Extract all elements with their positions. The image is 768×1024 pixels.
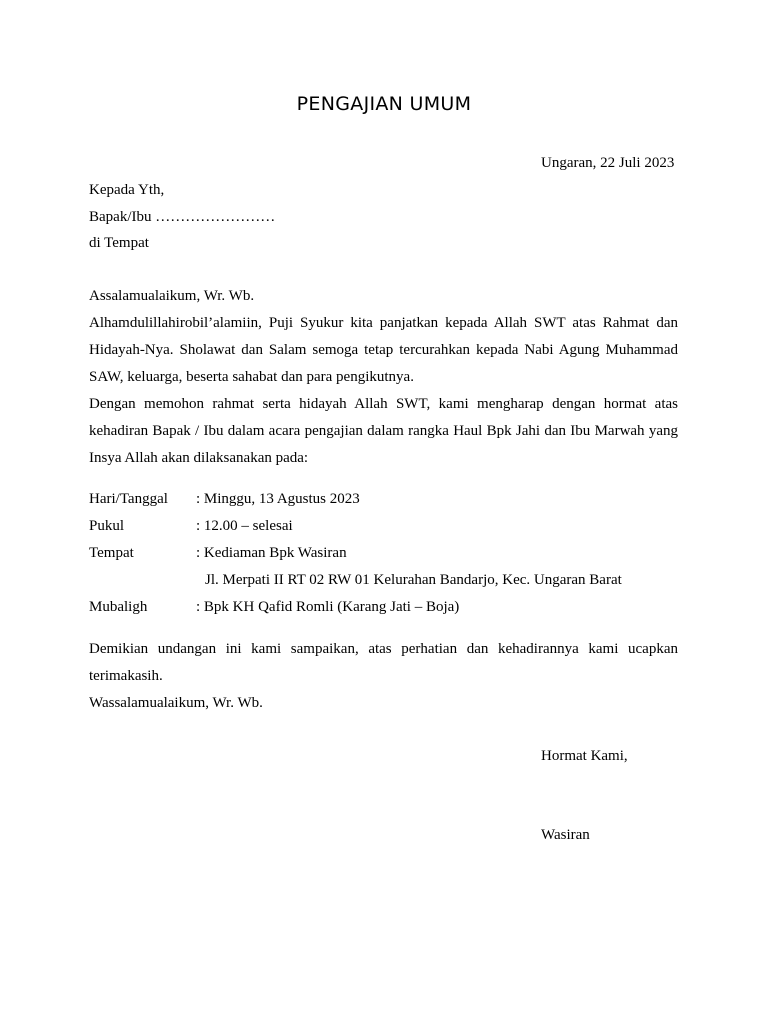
closing-paragraph: Demikian undangan ini kami sampaikan, atas perhatian dan kehadirannya kami ucapkan terimakasih. <box>89 641 678 684</box>
opening-paragraph-1: Alhamdulillahirobil’alamiin, Puji Syukur kita panjatkan kepada Allah SWT atas Rahmat dan Hidayah-Nya. Sholawat dan Salam semoga tetap tercurahkan kepada Nabi Agung Muhammad SAW, keluarga, beserta sahabat dan para pengikutnya. <box>89 315 678 385</box>
signature-greeting: Hormat Kami, <box>541 748 628 764</box>
day-label: Hari/Tanggal <box>89 491 168 507</box>
recipient-line-3: di Tempat <box>89 235 149 251</box>
signature-name: Wasiran <box>541 827 590 843</box>
time-value: : 12.00 – selesai <box>196 518 293 534</box>
opening-salam: Assalamualaikum, Wr. Wb. <box>89 288 255 304</box>
recipient-line-1: Kepada Yth, <box>89 182 165 198</box>
time-label: Pukul <box>89 518 125 534</box>
day-value: : Minggu, 13 Agustus 2023 <box>196 491 360 507</box>
closing-salam: Wassalamualaikum, Wr. Wb. <box>89 695 263 711</box>
recipient-line-2: Bapak/Ibu …………………… <box>89 209 276 225</box>
opening-paragraph-2: Dengan memohon rahmat serta hidayah Allah SWT, kami mengharap dengan hormat atas kehadiran Bapak / Ibu dalam acara pengajian dalam rangka Haul Bpk Jahi dan Ibu Marwah yang Insya Allah akan dilaksanakan pada: <box>89 396 678 466</box>
place-label: Tempat <box>89 545 134 561</box>
place-value: : Kediaman Bpk Wasiran <box>196 545 347 561</box>
opening-paragraphs <box>89 310 678 472</box>
speaker-value: : Bpk KH Qafid Romli (Karang Jati – Boja) <box>196 599 460 615</box>
place-address: Jl. Merpati II RT 02 RW 01 Kelurahan Bandarjo, Kec. Ungaran Barat <box>205 572 622 588</box>
speaker-label: Mubaligh <box>89 599 148 615</box>
document-title: PENGAJIAN UMUM <box>296 93 472 115</box>
place-date: Ungaran, 22 Juli 2023 <box>541 155 675 171</box>
